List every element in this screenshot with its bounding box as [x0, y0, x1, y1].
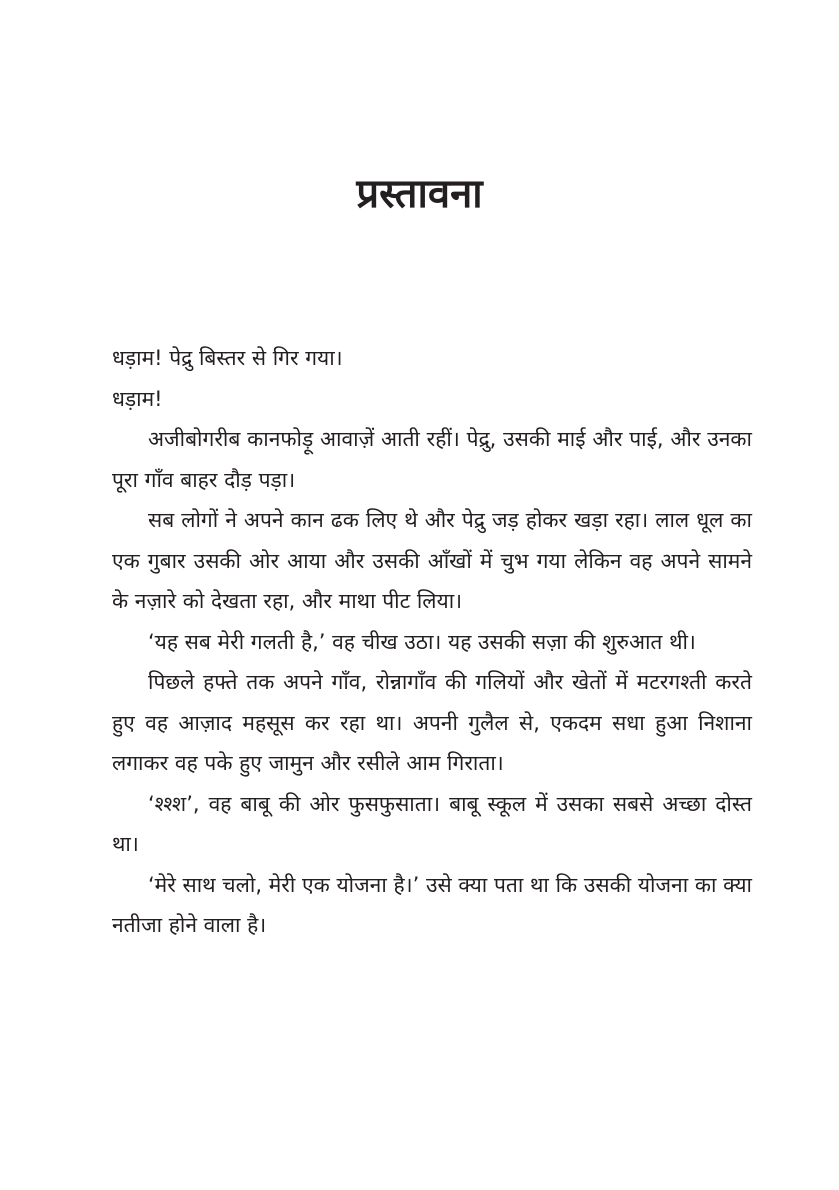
chapter-body: [112, 338, 752, 946]
paragraph: सब लोगों ने अपने कान ढक लिए थे और पेद्रु जड़ होकर खड़ा रहा। लाल धूल का एक गुबार उसकी ओर आया और उसकी आँखों में चुभ गया लेकिन वह अपने सामने के नज़ारे को देखता रहा, और माथा पीट लिया।: [112, 508, 752, 613]
paragraph: ‘श्श्श’, वह बाबू की ओर फुसफुसाता। बाबू स्कूल में उसका सबसे अच्छा दोस्त था।: [112, 791, 752, 856]
paragraph: ‘मेरे साथ चलो, मेरी एक योजना है।’ उसे क्या पता था कि उसकी योजना का क्या नतीजा होने वाला है।: [112, 872, 752, 937]
paragraph: अजीबोगरीब कानफोड़ू आवाज़ें आती रहीं। पेद्रु, उसकी माई और पाई, और उनका पूरा गाँव बाहर दौड़ पड़ा।: [112, 427, 752, 492]
paragraph: ‘यह सब मेरी गलती है,’ वह चीख उठा। यह उसकी सज़ा की शुरुआत थी।: [148, 629, 696, 654]
chapter-title: प्रस्तावना: [356, 171, 483, 217]
paragraph: धड़ाम! पेद्रु बिस्तर से गिर गया।: [112, 346, 343, 370]
paragraph: पिछले हफ्ते तक अपने गाँव, रोन्नागाँव की गलियों और खेतों में मटरगश्ती करते हुए वह आज़ाद महसूस कर रहा था। अपनी गुलैल से, एकदम सधा हुआ निशाना लगाकर वह पके हुए जामुन और रसीले आम गिराता।: [112, 670, 752, 775]
paragraph: धड़ाम!: [112, 386, 163, 411]
